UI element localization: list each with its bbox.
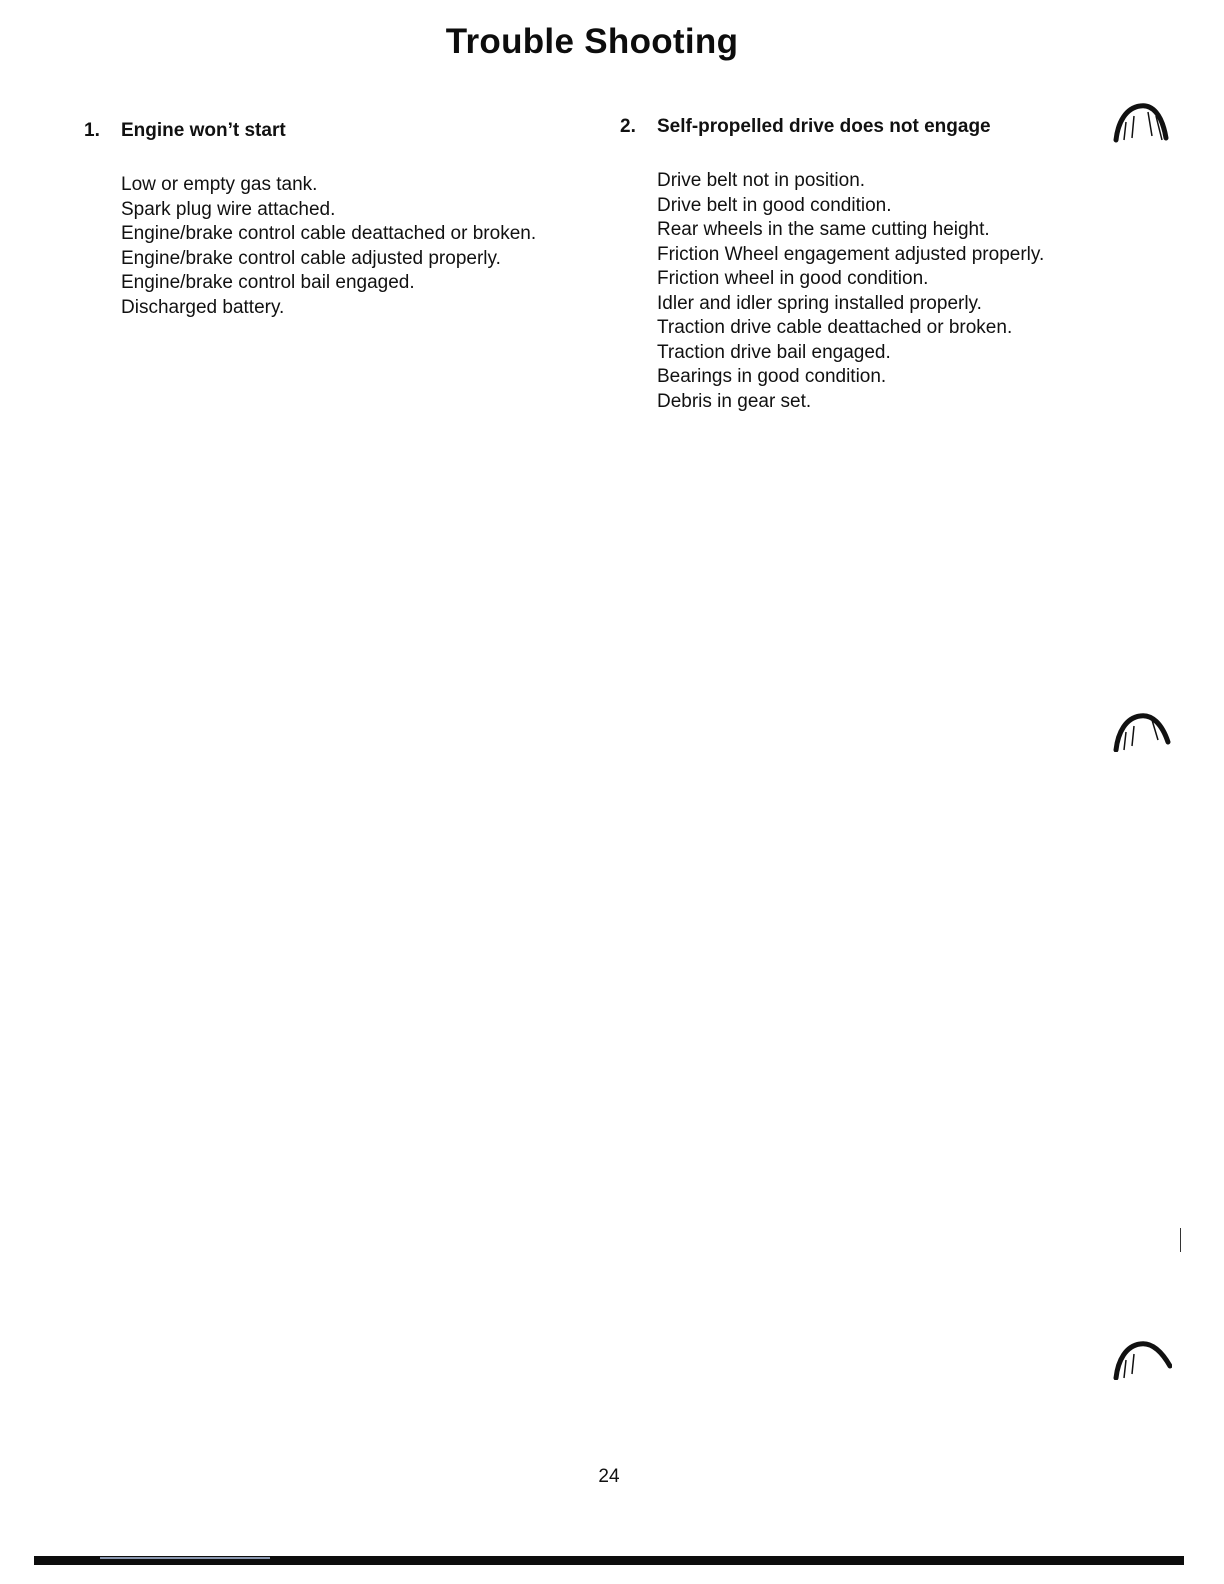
section-drive-not-engage — [620, 116, 1090, 414]
binder-ring-icon — [1112, 1336, 1172, 1380]
list-item: Rear wheels in the same cutting height. — [657, 219, 990, 240]
section-number: 1. — [84, 120, 100, 141]
list-item: Engine/brake control bail engaged. — [121, 272, 415, 293]
checklist — [620, 169, 1090, 414]
list-item: Idler and idler spring installed properly. — [657, 292, 982, 314]
list-item: Friction Wheel engagement adjusted properly. — [657, 243, 1045, 265]
list-item: Bearings in good condition. — [657, 366, 887, 387]
list-item: Drive belt not in position. — [657, 170, 866, 191]
list-item: Debris in gear set. — [657, 390, 812, 412]
list-item: Drive belt in good condition. — [657, 194, 892, 216]
section-number: 2. — [620, 116, 636, 137]
bottom-rule-highlight — [100, 1557, 270, 1559]
list-item: Low or empty gas tank. — [121, 174, 318, 195]
checklist — [84, 173, 584, 320]
list-item: Friction wheel in good condition. — [657, 268, 929, 289]
scan-edge-mark — [1180, 1228, 1181, 1252]
section-heading-text: Engine won’t start — [121, 120, 286, 141]
list-item: Traction drive cable deattached or broken. — [657, 317, 1013, 338]
list-item: Engine/brake control cable deattached or broken. — [121, 223, 537, 244]
list-item: Spark plug wire attached. — [121, 198, 336, 220]
section-heading — [84, 120, 584, 142]
page-title: Trouble Shooting — [445, 22, 739, 61]
list-item: Traction drive bail engaged. — [657, 341, 891, 363]
section-heading — [620, 116, 1090, 138]
page-number: 24 — [598, 1466, 620, 1487]
list-item: Engine/brake control cable adjusted properly. — [121, 247, 501, 269]
binder-ring-icon — [1112, 100, 1172, 144]
list-item: Discharged battery. — [121, 296, 285, 318]
section-heading-text: Self-propelled drive does not engage — [657, 116, 991, 137]
section-engine-wont-start — [84, 120, 584, 320]
binder-ring-icon — [1112, 708, 1172, 752]
